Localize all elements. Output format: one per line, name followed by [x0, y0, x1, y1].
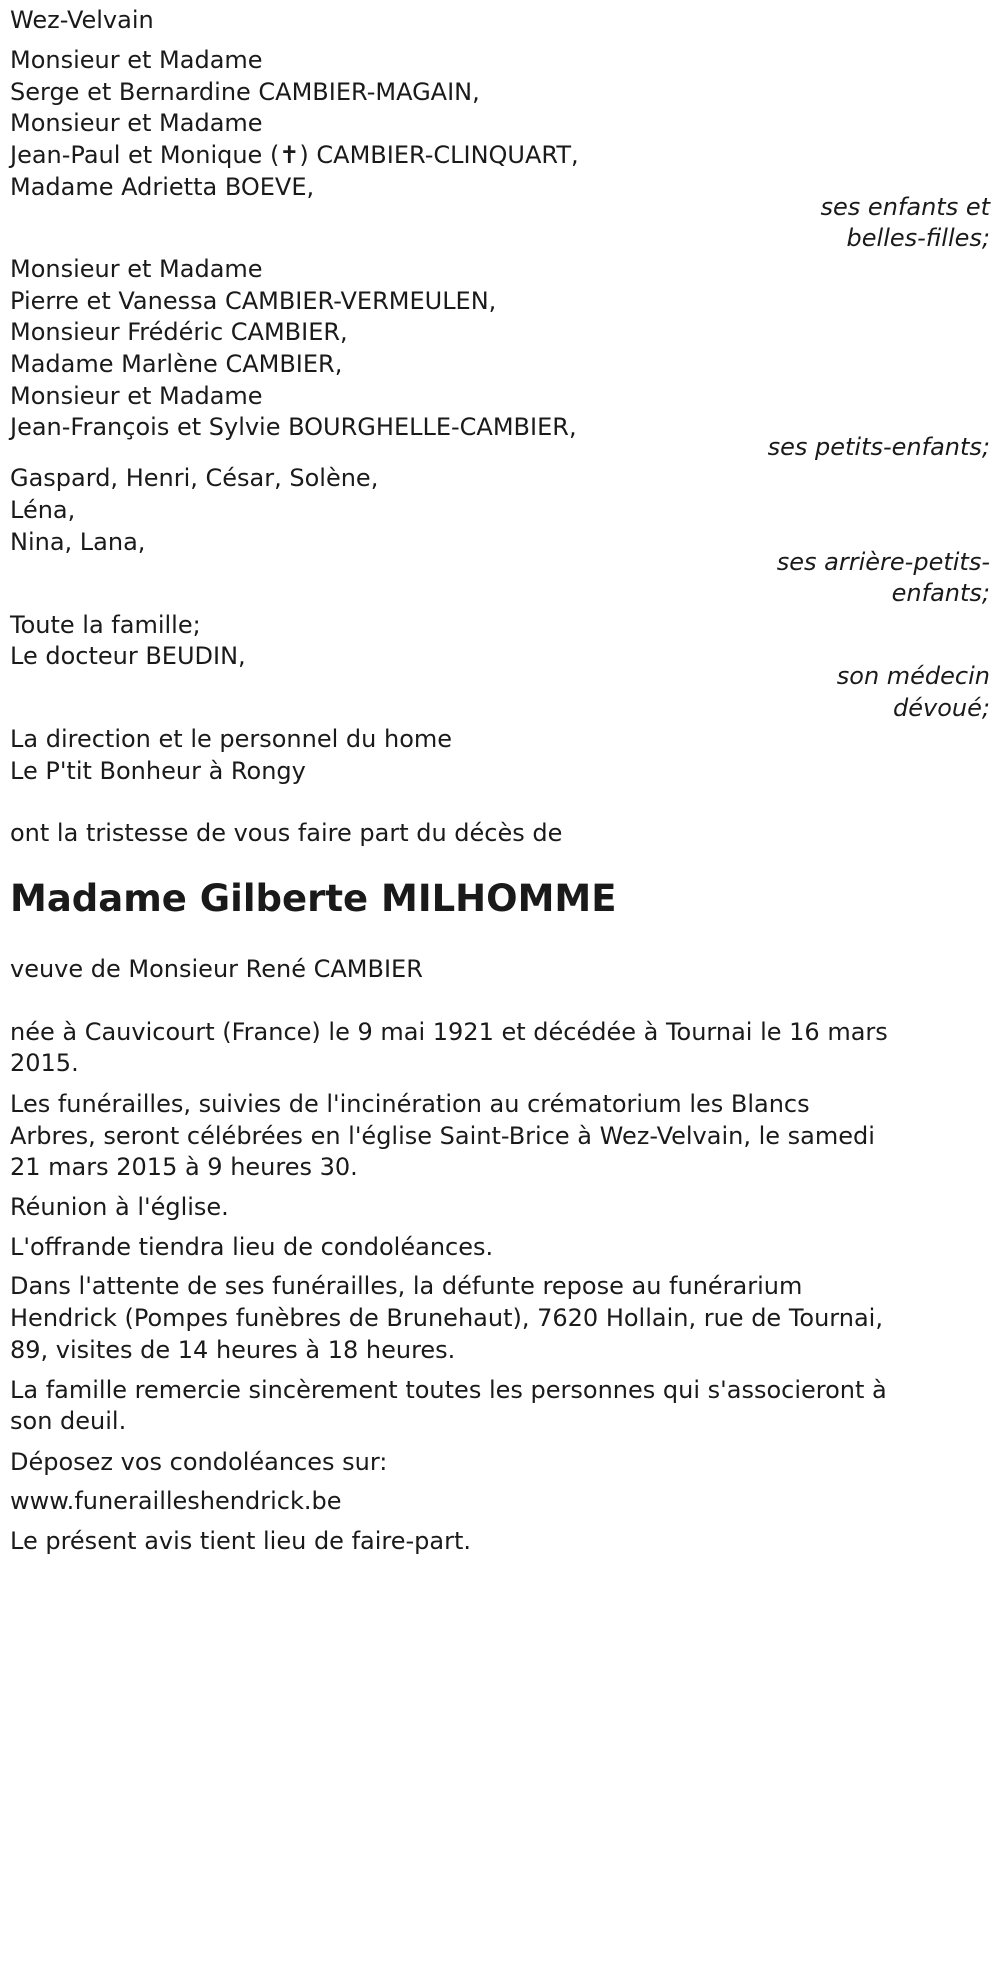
doctor-role: son médecin — [836, 662, 990, 690]
grandchildren-role: ses petits-enfants; — [767, 433, 990, 461]
children-line: Monsieur et Madame — [10, 109, 263, 137]
children-line: Jean-Paul et Monique (✝) CAMBIER-CLINQUART, — [10, 141, 579, 169]
great-grandchildren-role: enfants; — [891, 579, 990, 607]
funeral-line: Les funérailles, suivies de l'incinération au crématorium les Blancs — [10, 1090, 810, 1118]
repose-line: 89, visites de 14 heures à 18 heures. — [10, 1336, 456, 1364]
announcement: ont la tristesse de vous faire part du décès de — [10, 819, 563, 847]
great-grandchildren-line: Gaspard, Henri, César, Solène, — [10, 464, 379, 492]
location: Wez-Velvain — [10, 6, 154, 34]
children-line: Serge et Bernardine CAMBIER-MAGAIN, — [10, 78, 480, 106]
website-link[interactable]: www.funerailleshendrick.be — [10, 1487, 342, 1515]
repose-line: Dans l'attente de ses funérailles, la défunte repose au funérarium — [10, 1272, 803, 1300]
condolences-line: Déposez vos condoléances sur: — [10, 1448, 388, 1476]
children-role: belles-filles; — [846, 224, 990, 252]
doctor-role: dévoué; — [893, 694, 990, 722]
children-line: Monsieur et Madame — [10, 46, 263, 74]
children-role: ses enfants et — [820, 193, 990, 221]
grandchildren-line: Monsieur et Madame — [10, 382, 263, 410]
repose-line: Hendrick (Pompes funèbres de Brunehaut), 7620 Hollain, rue de Tournai, — [10, 1304, 883, 1332]
birth-line: 2015. — [10, 1049, 79, 1077]
birth-line: née à Cauvicourt (France) le 9 mai 1921 et décédée à Tournai le 16 mars — [10, 1018, 888, 1046]
great-grandchildren-role: ses arrière-petits- — [776, 548, 990, 576]
grandchildren-line: Jean-François et Sylvie BOURGHELLE-CAMBIER, — [10, 413, 577, 441]
great-grandchildren-line: Léna, — [10, 496, 76, 524]
funeral-line: Arbres, seront célébrées en l'église Saint-Brice à Wez-Velvain, le samedi — [10, 1122, 875, 1150]
grandchildren-line: Madame Marlène CAMBIER, — [10, 350, 343, 378]
meeting-line: Réunion à l'église. — [10, 1193, 229, 1221]
grandchildren-line: Monsieur Frédéric CAMBIER, — [10, 318, 348, 346]
offering-line: L'offrande tiendra lieu de condoléances. — [10, 1233, 494, 1261]
grandchildren-line: Monsieur et Madame — [10, 255, 263, 283]
great-grandchildren-line: Nina, Lana, — [10, 528, 146, 556]
doctor-line: Le docteur BEUDIN, — [10, 642, 246, 670]
thanks-line: La famille remercie sincèrement toutes les personnes qui s'associeront à — [10, 1376, 887, 1404]
funeral-line: 21 mars 2015 à 9 heures 30. — [10, 1153, 358, 1181]
widow-line: veuve de Monsieur René CAMBIER — [10, 955, 423, 983]
deceased-name: Madame Gilberte MILHOMME — [10, 877, 617, 920]
children-line: Madame Adrietta BOEVE, — [10, 173, 315, 201]
thanks-line: son deuil. — [10, 1407, 127, 1435]
family-line: Toute la famille; — [10, 611, 201, 639]
home-line: La direction et le personnel du home — [10, 725, 453, 753]
grandchildren-line: Pierre et Vanessa CAMBIER-VERMEULEN, — [10, 287, 497, 315]
home-line: Le P'tit Bonheur à Rongy — [10, 757, 306, 785]
notice-line: Le présent avis tient lieu de faire-part. — [10, 1527, 472, 1555]
